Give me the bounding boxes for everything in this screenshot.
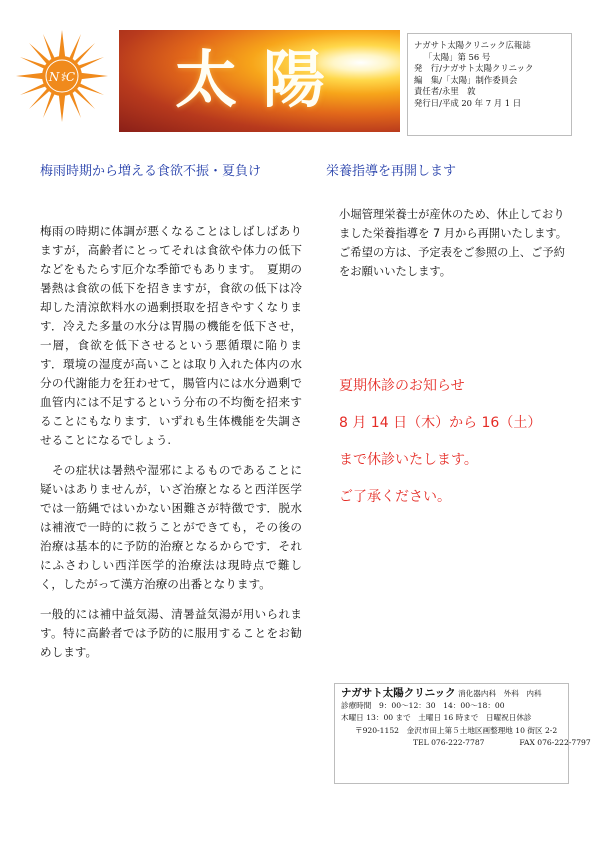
banner-title: 太陽 bbox=[175, 43, 352, 116]
clinic-days: 木曜日 13：00 まで 土曜日 16 時まで 日曜祝日休診 bbox=[341, 713, 532, 723]
clinic-hours: 診療時間 9：00〜12：30 14：00〜18：00 bbox=[341, 701, 505, 711]
clinic-tel: TEL 076-222-7787 bbox=[413, 737, 485, 747]
right-paragraph-2: ご希望の方は、予定表をご参照の上、ご予約をお願いいたします。 bbox=[339, 246, 565, 278]
notice-closed: まで休診いたします。 bbox=[339, 452, 478, 468]
masthead-publisher: 発 行/ナガサト太陽クリニック bbox=[414, 63, 534, 73]
holiday-notice bbox=[339, 368, 541, 516]
masthead-publication: ナガサト太陽クリニック広報誌 bbox=[414, 40, 531, 50]
left-heading: 梅雨時期から増える食欲不振・夏負け bbox=[40, 164, 262, 179]
left-paragraph-1: 梅雨の時期に体調が悪くなることはしばしばありますが，高齢者にとってそれは食欲や体力の低下などをもたらす厄介な季節でもあります。 夏期の暑熱は食欲の低下を招きますが，食欲の低下は冷却した清涼飲料水の過剰摂取を招きやすくなります．冷えた多量の水分は胃腸の機能を低下させ，一層，食欲を低下させるという悪循環に陥ります．環境の湿度が高いことは取り入れた体内の水分の代謝能力を狂わせて，腸管内には水分過剰で血管内には不足するという分布の不均衡を招来することにもなります．いずれも生体機能を失調させることになるでしょう. bbox=[40, 224, 302, 447]
right-article bbox=[339, 205, 569, 281]
clinic-address: 〒920-1152 金沢市田上第５土地区画整理地 10 街区 2-2 bbox=[355, 725, 558, 735]
clinic-name: ナガサト太陽クリニック bbox=[341, 687, 456, 699]
masthead-date: 発行日/平成 20 年 7 月 1 日 bbox=[414, 97, 522, 108]
clinic-fax: FAX 076-222-7797 bbox=[519, 737, 591, 747]
notice-thanks: ご了承ください。 bbox=[339, 489, 451, 505]
left-article bbox=[40, 222, 302, 673]
notice-title: 夏期休診のお知らせ bbox=[339, 378, 465, 394]
masthead-issue: 「太陽」第 56 号 bbox=[424, 51, 491, 62]
left-paragraph-3: 一般的には補中益気湯、清暑益気湯が用いられます。特に高齢者では予防的に服用することをお勧めします。 bbox=[40, 607, 302, 659]
masthead-responsible: 責任者/永里 敦 bbox=[414, 86, 476, 96]
svg-text:N⚕C: N⚕C bbox=[48, 70, 76, 84]
masthead-editor: 編 集/「太陽」制作委員会 bbox=[414, 74, 518, 85]
left-paragraph-2: その症状は暑熱や湿邪によるものであることに疑いはありませんが，いざ治療となると西洋医学では一筋縄ではいかない困難さが特徴です．脱水は補液で一時的に救うことができても，その後の治療は基本的に予防的治療となるからです．それにふさわしい西洋医学的治療法は現時点で難しく，したがって漢方治療の出番となります。 bbox=[40, 463, 302, 591]
notice-dates: 8 月 14 日（木）から 16（土） bbox=[339, 415, 542, 431]
clinic-info-box bbox=[334, 683, 591, 784]
masthead-box bbox=[407, 33, 572, 136]
right-paragraph-1: 小堀管理栄養士が産休のため、休止しておりました栄養指導を 7 月から再開いたします。 bbox=[339, 208, 568, 240]
sun-logo-icon bbox=[14, 28, 110, 124]
right-heading: 栄養指導を再開します bbox=[326, 164, 457, 179]
banner bbox=[119, 30, 400, 132]
clinic-departments: 消化器内科 外科 内科 bbox=[458, 689, 542, 698]
